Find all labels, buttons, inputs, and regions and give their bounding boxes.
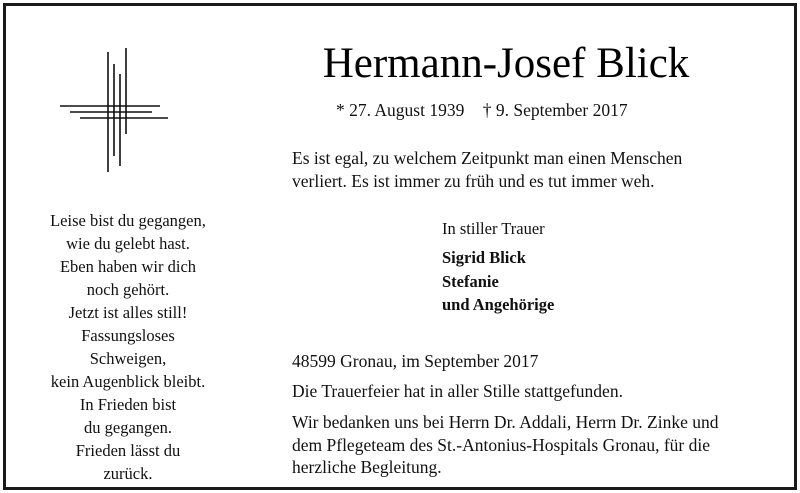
deceased-name: Hermann-Josef Blick bbox=[322, 40, 690, 87]
thanks-line: herzliche Begleitung. bbox=[292, 457, 442, 477]
death-date: † 9. September 2017 bbox=[482, 100, 628, 120]
mourning-intro: In stiller Trauer bbox=[442, 219, 545, 238]
poem-line: noch gehört. bbox=[86, 280, 170, 299]
poem-line: Jetzt ist alles still! bbox=[68, 303, 188, 322]
poem-line: zurück. bbox=[103, 464, 153, 483]
poem-line: In Frieden bist bbox=[79, 395, 177, 414]
poem-line: Leise bist du gegangen, bbox=[50, 211, 206, 230]
mourner-name: und Angehörige bbox=[442, 295, 555, 314]
obituary-notice bbox=[3, 3, 797, 490]
poem-line: Schweigen, bbox=[89, 349, 167, 368]
poem-line: du gegangen. bbox=[84, 418, 172, 437]
quote-line: Es ist egal, zu welchem Zeitpunkt man einen Menschen bbox=[292, 148, 683, 168]
mourner-name: Sigrid Blick bbox=[442, 248, 526, 267]
mourners-list bbox=[442, 246, 742, 317]
birth-date: * 27. August 1939 bbox=[336, 100, 465, 120]
quote-line: verliert. Es ist immer zu früh und es tut immer weh. bbox=[292, 171, 655, 191]
poem-line: wie du gelebt hast. bbox=[66, 234, 190, 253]
cross-icon bbox=[60, 46, 170, 176]
poem-line: Eben haben wir dich bbox=[59, 257, 197, 276]
thanks-line: dem Pflegeteam des St.-Antonius-Hospitals Gronau, für die bbox=[292, 434, 710, 455]
thanks-line: Wir bedanken uns bei Herrn Dr. Addali, Herrn Dr. Zinke und bbox=[292, 412, 719, 432]
mourner-name: Stefanie bbox=[442, 271, 499, 291]
ceremony-note: Die Trauerfeier hat in aller Stille stattgefunden. bbox=[292, 381, 623, 401]
place-date: 48599 Gronau, im September 2017 bbox=[292, 351, 539, 371]
poem-line: Fassungsloses bbox=[81, 326, 175, 345]
memorial-poem bbox=[22, 209, 234, 485]
poem-line: Frieden lässt du bbox=[75, 441, 181, 460]
thanks-text bbox=[292, 411, 792, 479]
memorial-quote bbox=[292, 147, 772, 193]
life-dates bbox=[336, 99, 696, 121]
poem-line: kein Augenblick bleibt. bbox=[50, 372, 206, 391]
